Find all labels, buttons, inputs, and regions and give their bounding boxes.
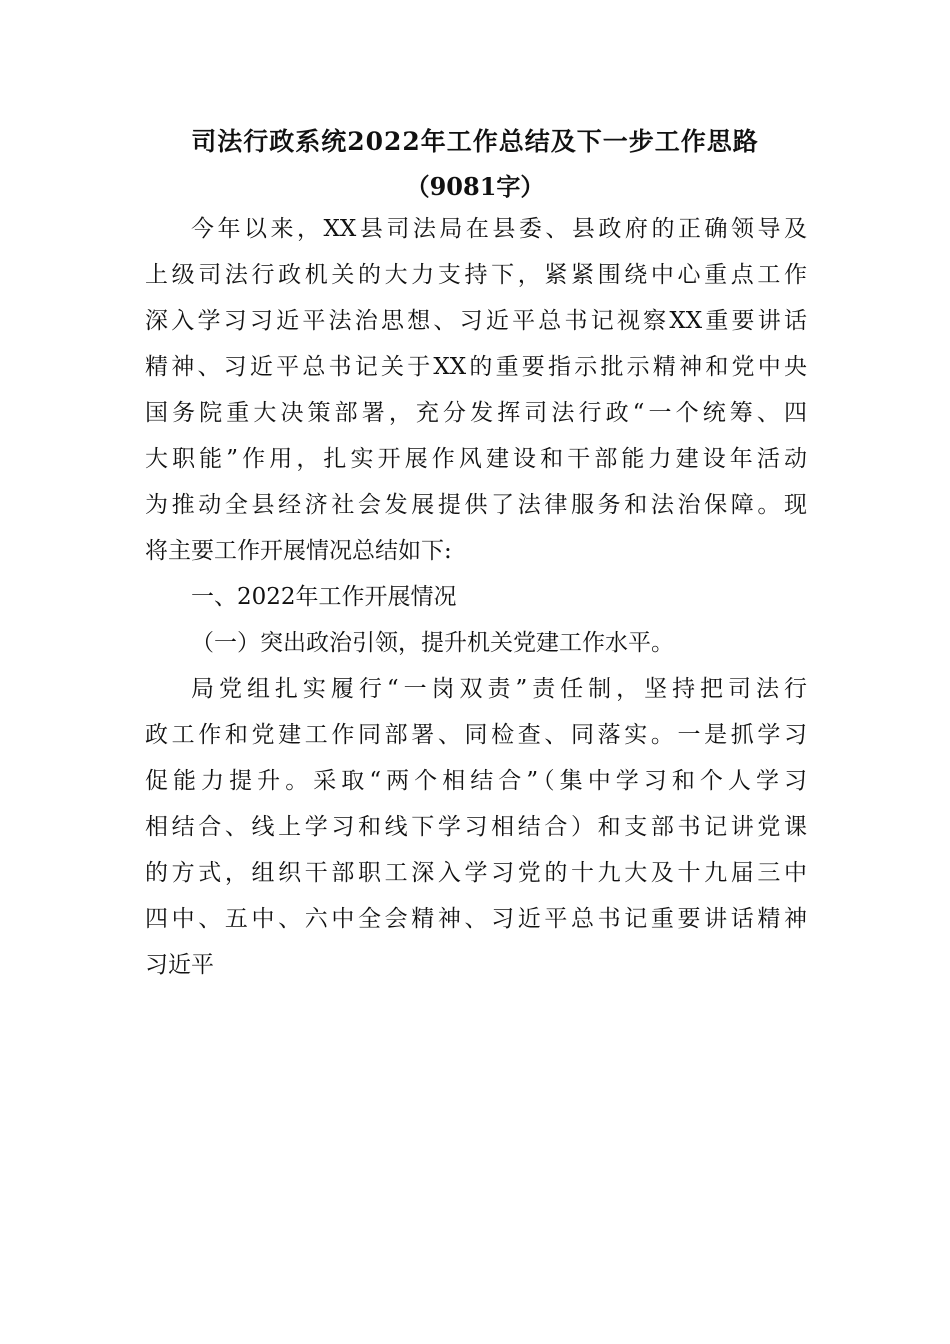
paragraph-line: 大职能”作用，扎实开展作风建设和干部能力建设年活动 [145, 446, 807, 472]
paragraph-line: 精神、习近平总书记关于XX的重要指示批示精神和党中央 [145, 354, 807, 380]
paragraph-line: 将主要工作开展情况总结如下: [145, 538, 452, 564]
paragraph-intro [145, 206, 807, 574]
paragraph-line: 四中、五中、六中全会精神、习近平总书记重要讲话精神 [145, 906, 807, 932]
section-heading-line: 一、2022年工作开展情况 [191, 584, 457, 610]
subsection-heading-line: （一）突出政治引领，提升机关党建工作水平。 [191, 630, 674, 656]
paragraph-line: 的方式，组织干部职工深入学习党的十九大及十九届三中 [145, 860, 807, 886]
paragraph-party-building [145, 666, 807, 988]
paragraph-line: 为推动全县经济社会发展提供了法律服务和法治保障。现 [145, 492, 807, 518]
word-count: （9081字） [405, 172, 545, 201]
paragraph-line: 政工作和党建工作同部署、同检查、同落实。一是抓学习 [145, 722, 807, 748]
paragraph-line: 局党组扎实履行“一岗双责”责任制，坚持把司法行 [191, 676, 807, 702]
paragraph-line: 深入学习习近平法治思想、习近平总书记视察XX重要讲话 [145, 308, 807, 334]
paragraph-line: 上级司法行政机关的大力支持下，紧紧围绕中心重点工作 [145, 262, 807, 288]
paragraph-line: 相结合、线上学习和线下学习相结合）和支部书记讲党课 [145, 814, 807, 840]
document-title: 司法行政系统2022年工作总结及下一步工作思路 [191, 127, 759, 156]
paragraph-line: 促能力提升。采取“两个相结合”（集中学习和个人学习 [145, 768, 807, 794]
paragraph-line: 国务院重大决策部署，充分发挥司法行政“一个统筹、四 [145, 400, 807, 426]
subsection-heading [145, 620, 807, 666]
paragraph-line: 习近平 [145, 952, 214, 978]
section-heading [145, 574, 807, 620]
paragraph-line: 今年以来，XX县司法局在县委、县政府的正确领导及 [191, 216, 807, 242]
